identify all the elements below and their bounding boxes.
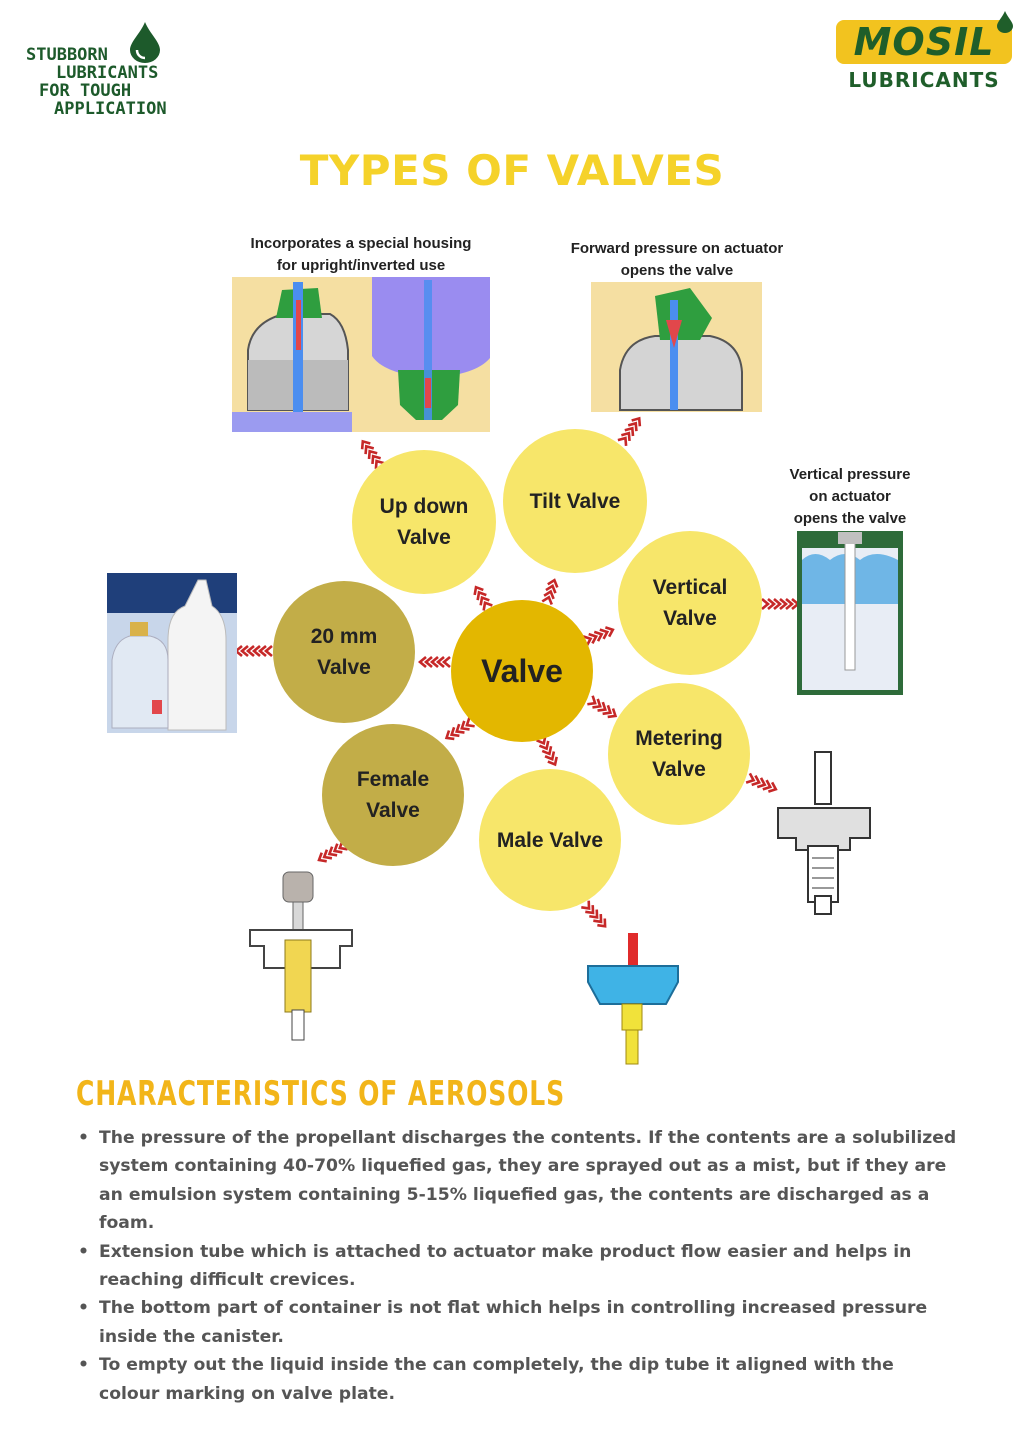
node-label: Male Valve [496,828,604,852]
characteristics-list [78,1124,958,1408]
node-label: Tilt Valve [529,489,621,513]
updown-caption [232,233,490,277]
arrow-to-male [537,736,560,767]
arrow-20mm-image [236,646,272,656]
arrow-metering-image [746,773,778,794]
list-item: • The pressure of the propellant discharges the contents. If the contents are a solubilized system containing 40-70% liquefied gas, they are sprayed out as a mist, but if they are an emulsion system containing 5-15% liquefied gas, the contents are discharged as a foam. [78,1124,958,1238]
list-item: • The bottom part of container is not flat which helps in controlling increased pressure inside the canister. [78,1294,958,1351]
node-metering-valve [608,683,750,825]
list-item: • Extension tube which is attached to actuator make product flow easier and helps in reaching difficult crevices. [78,1238,958,1295]
node-label: Metering Valve [635,727,723,781]
node-updown-valve [352,450,496,594]
brand-sub: LUBRICANTS [848,68,1000,92]
tagline-line: APPLICATION [54,99,167,119]
brand-name: MOSIL [853,20,995,64]
vertical-valve-image [797,531,903,695]
arrow-male-image [581,901,609,930]
arrow-to-20mm [420,657,450,667]
caption-line: opens the valve [620,262,734,279]
node-tilt-valve [503,429,647,573]
male-valve-image [588,933,678,1064]
page-title: TYPES OF VALVES [299,146,725,195]
node-center-valve [451,600,593,742]
node-label: Valve [481,652,563,689]
characteristics-title: CHARACTERISTICS OF AEROSOLS [76,1074,566,1114]
arrow-to-vertical [583,625,615,646]
caption-line: for upright/inverted use [276,257,446,274]
caption-line: on actuator [809,488,891,505]
arrow-to-tilt [542,579,559,605]
vertical-caption [770,464,930,530]
tilt-caption [556,238,798,282]
metering-valve-image [778,752,870,914]
tilt-valve-image [591,282,762,412]
20mm-valve-image [107,573,237,733]
node-male-valve [479,769,621,911]
female-valve-image [250,872,352,1040]
arrow-to-metering [587,696,618,720]
tagline-line: LUBRICANTS [56,63,159,83]
caption-line: Incorporates a special housing [250,235,472,252]
node-20mm-valve [273,581,415,723]
arrow-tilt-image [618,416,643,446]
arrow-to-female [444,718,475,742]
node-label: Vertical Valve [652,576,728,630]
node-female-valve [322,724,464,866]
tagline-line: STUBBORN [26,45,108,65]
arrow-vertical-image [762,599,798,609]
caption-line: Vertical pressure [789,466,911,483]
updown-valve-image [232,277,490,432]
node-label: Up down Valve [379,495,469,549]
caption-line: Forward pressure on actuator [570,240,784,257]
node-vertical-valve [618,531,762,675]
node-label: Female Valve [356,768,430,822]
node-label: 20 mm Valve [310,625,378,679]
tagline-line: FOR TOUGH [39,81,132,101]
list-item: • To empty out the liquid inside the can completely, the dip tube it aligned with the colour marking on valve plate. [78,1351,958,1408]
caption-line: opens the valve [793,510,907,527]
